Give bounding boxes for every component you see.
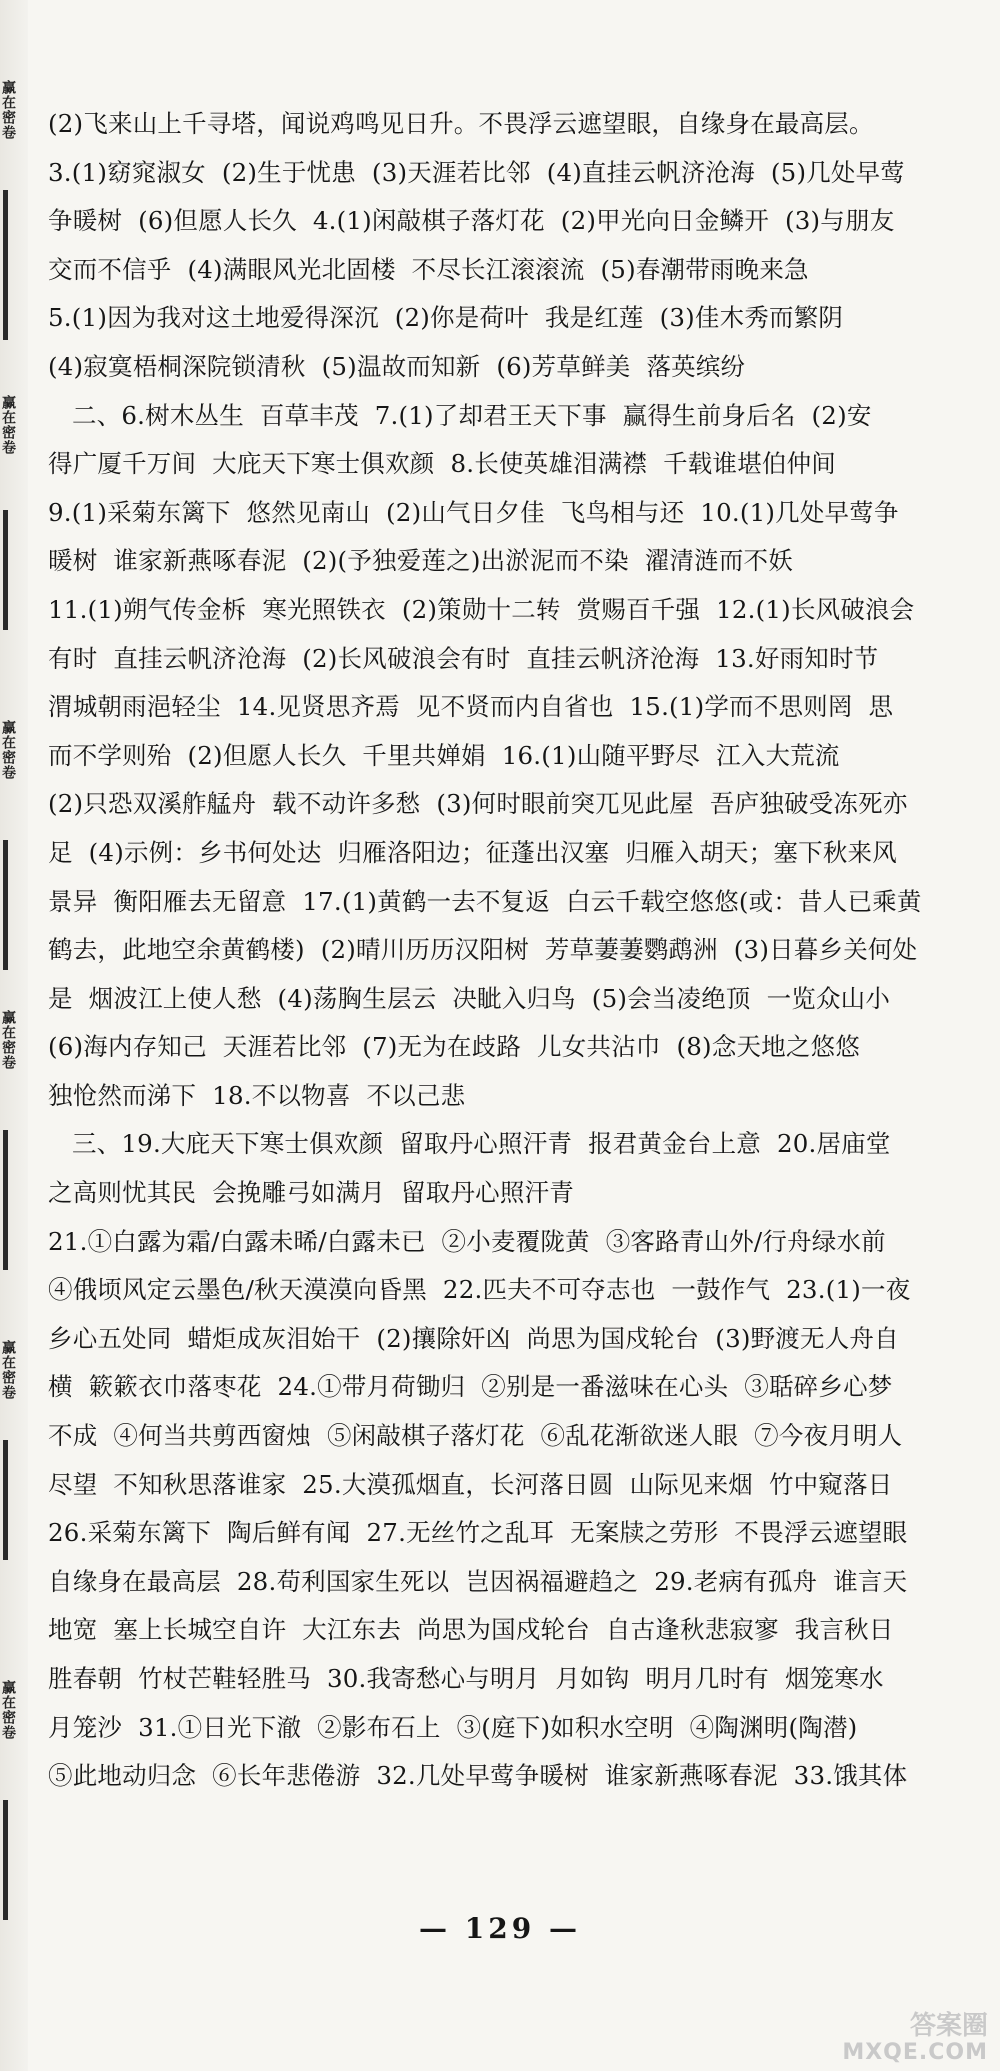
text-line: 21.①白露为霜/白露未晞/白露未已 ②小麦覆陇黄 ③客路青山外/行舟绿水前 xyxy=(48,1226,886,1256)
text-line: 渭城朝雨浥轻尘 14.见贤思齐焉 见不贤而内自省也 15.(1)学而不思则罔 思 xyxy=(48,692,894,722)
text-line: ⑤此地动归念 ⑥长年悲倦游 32.几处早莺争暖树 谁家新燕啄春泥 33.饿其体 xyxy=(48,1761,908,1791)
edge-bar xyxy=(3,190,8,340)
watermark-logo xyxy=(842,2012,988,2065)
text-line: 9.(1)采菊东篱下 悠然见南山 (2)山气日夕佳 飞鸟相与还 10.(1)几处早莺争 xyxy=(48,497,899,527)
text-line: 暖树 谁家新燕啄春泥 (2)(予独爱莲之)出淤泥而不染 濯清涟而不妖 xyxy=(48,546,793,576)
text-line: 二、6.树木丛生 百草丰茂 7.(1)了却君王天下事 赢得生前身后名 (2)安 xyxy=(48,400,872,430)
text-line: 不成 ④何当共剪西窗烛 ⑤闲敲棋子落灯花 ⑥乱花渐欲迷人眼 ⑦今夜月明人 xyxy=(48,1421,903,1451)
watermark-text: 答案圈 xyxy=(909,2011,988,2042)
text-line: 3.(1)窈窕淑女 (2)生于忧患 (3)天涯若比邻 (4)直挂云帆济沧海 (5)几处早莺 xyxy=(48,157,905,187)
edge-tab-label: 赢在密卷 xyxy=(0,720,16,780)
text-line: 景异 衡阳雁去无留意 17.(1)黄鹤一去不复返 白云千载空悠悠(或：昔人已乘黄 xyxy=(48,886,922,916)
text-line: 交而不信乎 (4)满眼风光北固楼 不尽长江滚滚流 (5)春潮带雨晚来急 xyxy=(48,254,809,284)
text-line: (2)飞来山上千寻塔，闻说鸡鸣见日升。不畏浮云遮望眼，自缘身在最高层。 xyxy=(48,109,874,138)
text-line: 乡心五处同 蜡炬成灰泪始干 (2)攘除奸凶 尚思为国戍轮台 (3)野渡无人舟自 xyxy=(48,1323,899,1353)
watermark-url: MXQE.COM xyxy=(842,2039,988,2065)
edge-tab-label: 赢在密卷 xyxy=(0,80,16,140)
text-line: 地宽 塞上长城空自许 大江东去 尚思为国戍轮台 自古逢秋悲寂寥 我言秋日 xyxy=(48,1615,894,1645)
text-line: ④俄顷风定云墨色/秋天漠漠向昏黑 22.匹夫不可夺志也 一鼓作气 23.(1)一夜 xyxy=(48,1275,911,1305)
edge-tab-label: 赢在密卷 xyxy=(0,1010,16,1070)
edge-bar xyxy=(3,1800,8,1920)
text-line: (6)海内存知己 天涯若比邻 (7)无为在歧路 儿女共沾巾 (8)念天地之悠悠 xyxy=(48,1032,861,1062)
left-edge-strip xyxy=(0,0,28,2071)
text-line: 足 (4)示例：乡书何处达 归雁洛阳边；征蓬出汉塞 归雁入胡天；塞下秋来风 xyxy=(48,837,897,867)
edge-bar xyxy=(3,510,8,630)
edge-tab-label: 赢在密卷 xyxy=(0,1340,16,1400)
text-line: 尽望 不知秋思落谁家 25.大漠孤烟直，长河落日圆 山际见来烟 竹中窥落日 xyxy=(48,1469,893,1499)
text-line: 之高则忧其民 会挽雕弓如满月 留取丹心照汗青 xyxy=(48,1178,574,1208)
text-line: 月笼沙 31.①日光下澈 ②影布石上 ③(庭下)如积水空明 ④陶渊明(陶潜) xyxy=(48,1712,858,1742)
text-line: 得广厦千万间 大庇天下寒士俱欢颜 8.长使英雄泪满襟 千载谁堪伯仲间 xyxy=(48,449,836,479)
text-line: 鹤去，此地空余黄鹤楼) (2)晴川历历汉阳树 芳草萋萋鹦鹉洲 (3)日暮乡关何处 xyxy=(48,935,918,965)
answer-text-body xyxy=(48,100,988,1801)
text-line: 三、19.大庇天下寒士俱欢颜 留取丹心照汗青 报君黄金台上意 20.居庙堂 xyxy=(48,1129,891,1159)
text-line: 11.(1)朔气传金柝 寒光照铁衣 (2)策勋十二转 赏赐百千强 12.(1)长风破浪会 xyxy=(48,594,915,624)
text-line: 独怆然而涕下 18.不以物喜 不以己悲 xyxy=(48,1080,466,1110)
text-line: (4)寂寞梧桐深院锁清秋 (5)温故而知新 (6)芳草鲜美 落英缤纷 xyxy=(48,351,746,381)
edge-tab-label: 赢在密卷 xyxy=(0,1680,16,1740)
text-line: 5.(1)因为我对这土地爱得深沉 (2)你是荷叶 我是红莲 (3)佳木秀而繁阴 xyxy=(48,303,844,333)
text-line: 有时 直挂云帆济沧海 (2)长风破浪会有时 直挂云帆济沧海 13.好雨知时节 xyxy=(48,643,879,673)
edge-tab-label: 赢在密卷 xyxy=(0,395,16,455)
text-line: 是 烟波江上使人愁 (4)荡胸生层云 决眦入归鸟 (5)会当凌绝顶 一览众山小 xyxy=(48,983,891,1013)
text-line: 26.采菊东篱下 陶后鲜有闻 27.无丝竹之乱耳 无案牍之劳形 不畏浮云遮望眼 xyxy=(48,1518,908,1548)
text-line: 横 簌簌衣巾落枣花 24.①带月荷锄归 ②别是一番滋味在心头 ③聒碎乡心梦 xyxy=(48,1372,893,1402)
text-line: (2)只恐双溪舴艋舟 载不动许多愁 (3)何时眼前突兀见此屋 吾庐独破受冻死亦 xyxy=(48,789,908,819)
text-line: 争暖树 (6)但愿人长久 4.(1)闲敲棋子落灯花 (2)甲光向日金鳞开 (3)与朋友 xyxy=(48,206,895,236)
text-line: 胜春朝 竹杖芒鞋轻胜马 30.我寄愁心与明月 月如钩 明月几时有 烟笼寒水 xyxy=(48,1664,884,1693)
page-number: — 129 — xyxy=(419,1912,581,1945)
text-line: 而不学则殆 (2)但愿人长久 千里共婵娟 16.(1)山随平野尽 江入大荒流 xyxy=(48,740,840,770)
edge-bar xyxy=(3,840,8,970)
text-line: 自缘身在最高层 28.苟利国家生死以 岂因祸福避趋之 29.老病有孤舟 谁言天 xyxy=(48,1566,908,1596)
edge-bar xyxy=(3,1130,8,1270)
edge-bar xyxy=(3,1440,8,1560)
